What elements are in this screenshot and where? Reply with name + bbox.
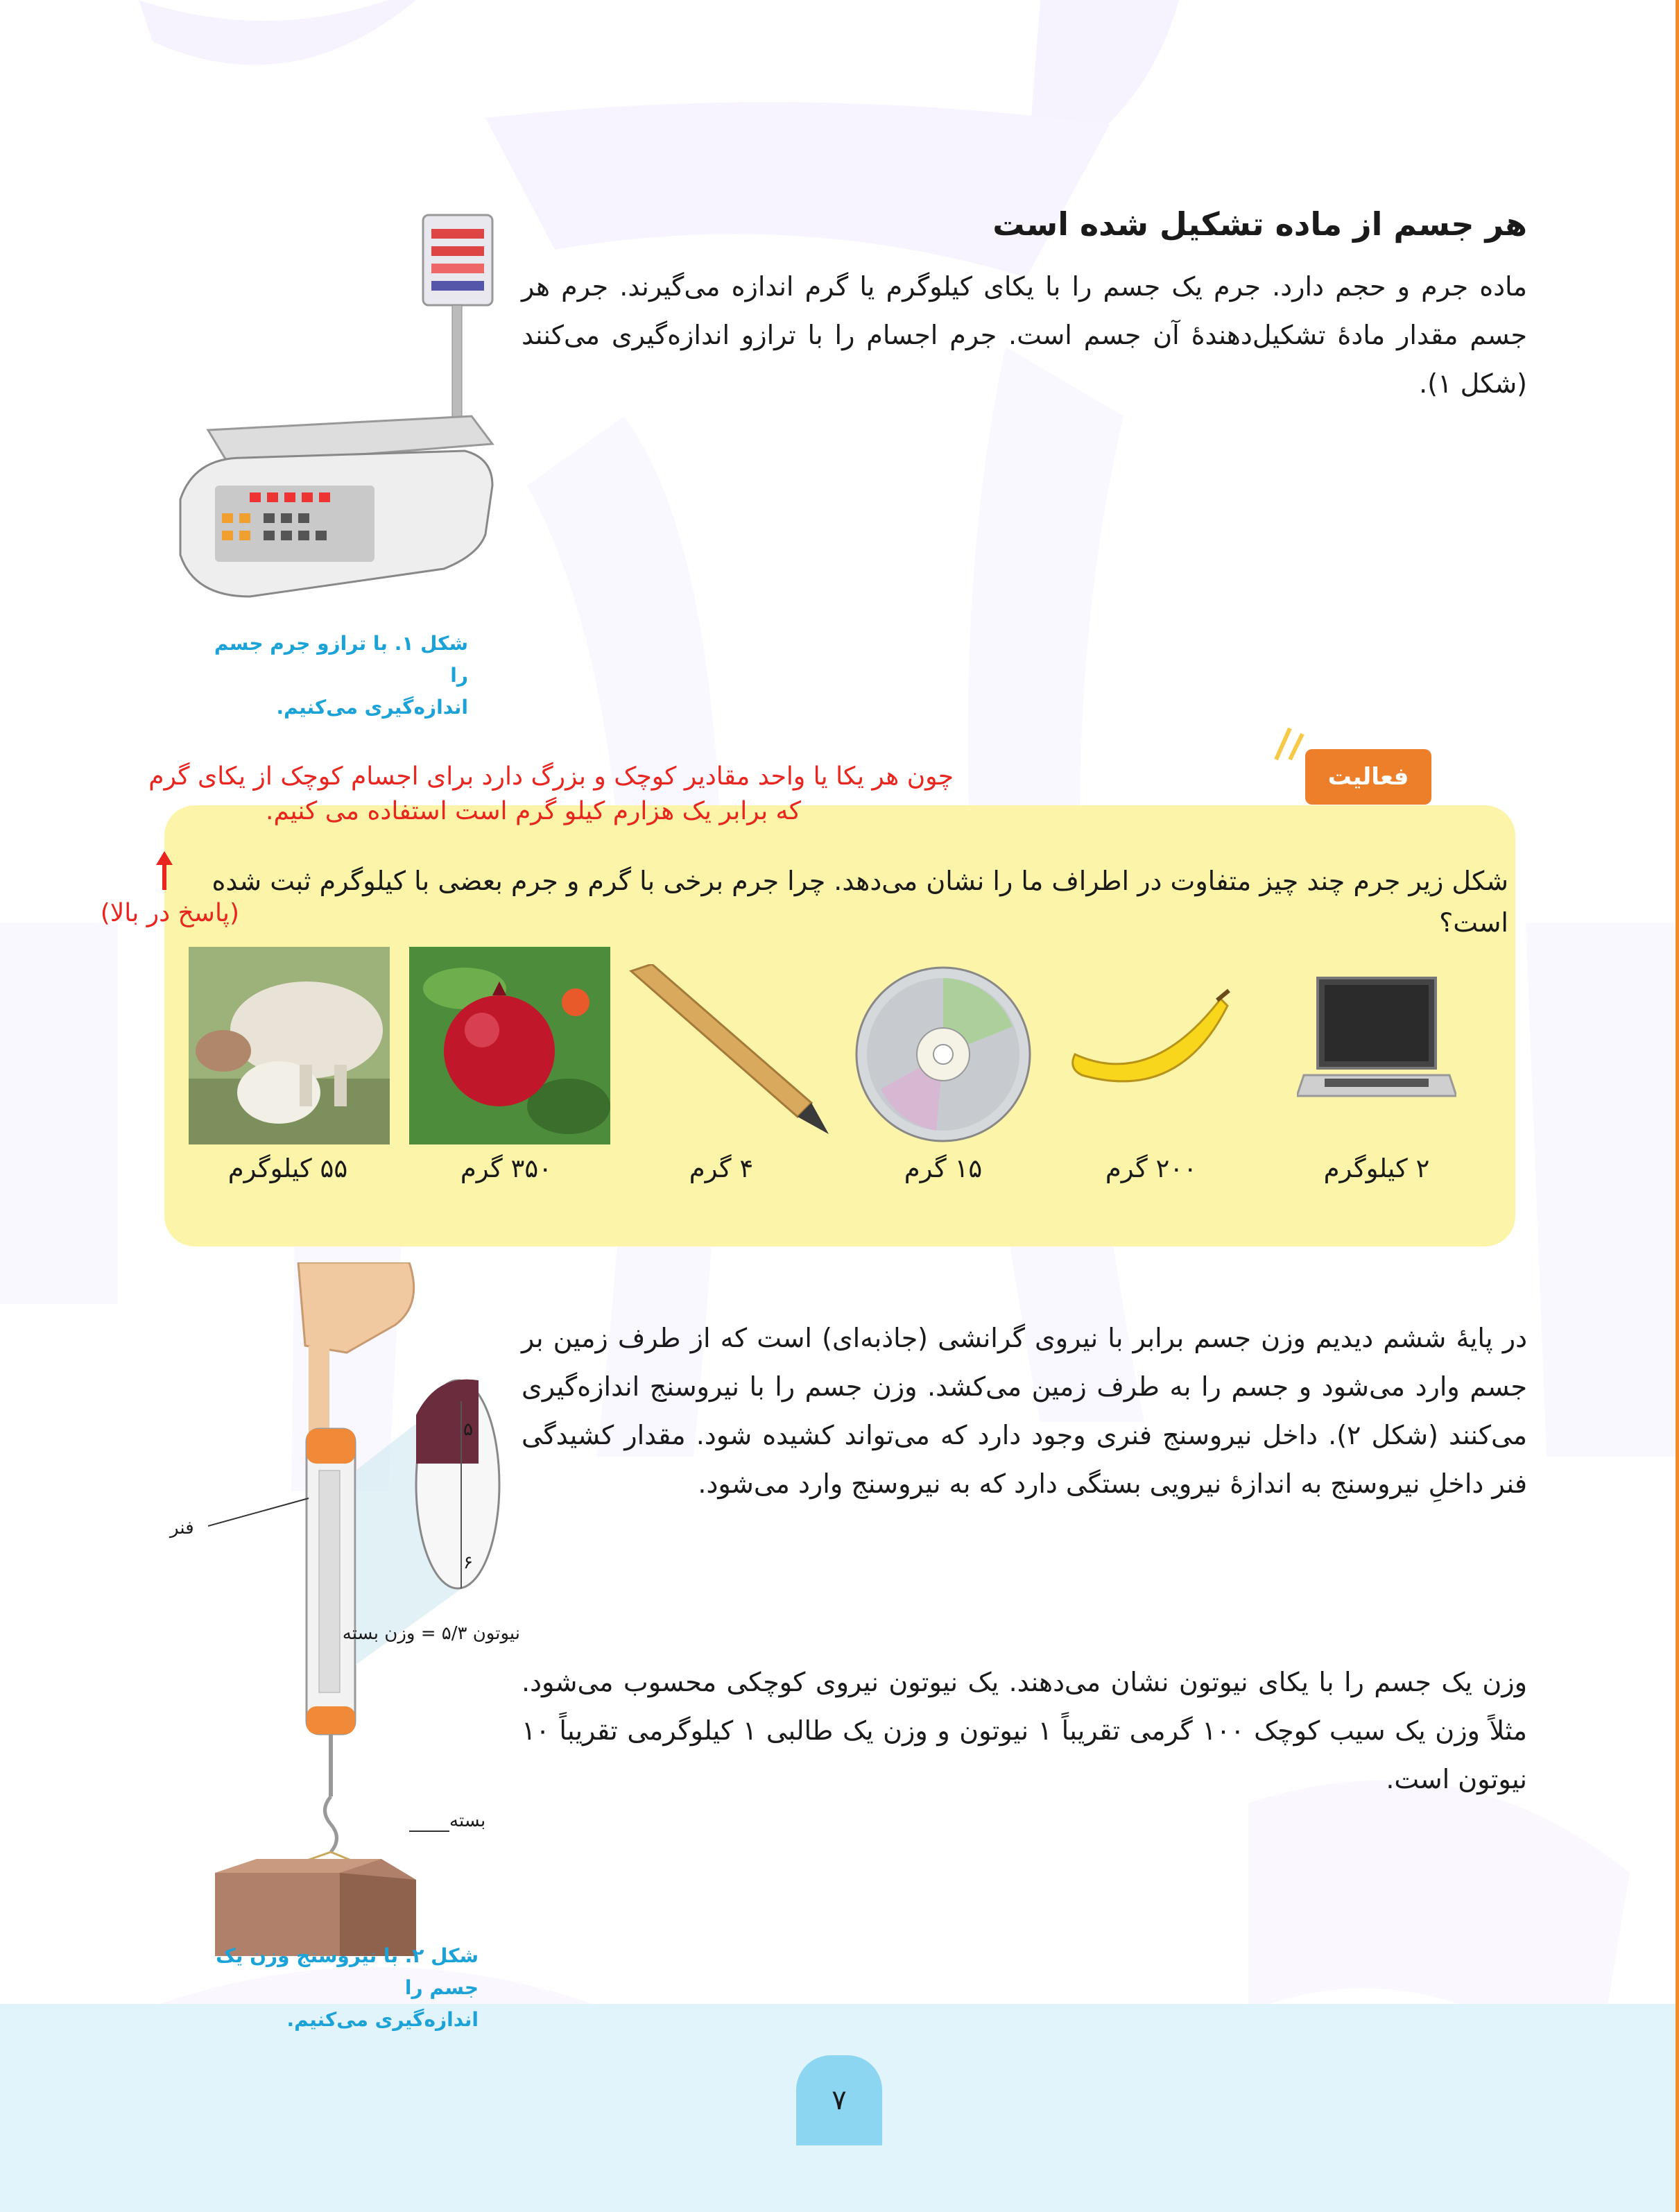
item-label-banana: ۲۰۰ گرم bbox=[1105, 1154, 1198, 1183]
scale-mark-bottom: ۶ bbox=[463, 1552, 473, 1573]
spring-label-line bbox=[208, 1495, 312, 1529]
item-label-pencil: ۴ گرم bbox=[689, 1154, 754, 1183]
activity-badge-deco bbox=[1262, 721, 1311, 763]
activity-question: شکل زیر جرم چند چیز متفاوت در اطراف ما را نشان می‌دهد. چرا جرم برخی با گرم و جرم بعضی با کیلوگرم ثبت شده است؟ bbox=[212, 866, 1508, 938]
figure1-caption bbox=[191, 628, 468, 723]
section-paragraph: ماده جرم و حجم دارد. جرم یک جسم را با یکای کیلوگرم یا گرم اندازه می‌گیرند. جرم هر جسم مقدار مادۀ تشکیل‌دهندۀ آن جسم است. جرم اجسام را با ترازو اندازه‌گیری می‌کنند (شکل ۱). bbox=[522, 271, 1527, 399]
laptop-icon bbox=[1297, 971, 1456, 1103]
section-heading: هر جسم از ماده تشکیل شده است bbox=[992, 205, 1527, 243]
item-label-pomegranate: ۳۵۰ گرم bbox=[460, 1154, 553, 1183]
page-number: ۷ bbox=[796, 2055, 882, 2145]
reading-label: نیوتون ۵/۳ = وزن بسته bbox=[342, 1623, 520, 1644]
spring-scale-image bbox=[187, 1262, 520, 1956]
arrow-up-icon bbox=[154, 850, 175, 891]
digital-scale-image bbox=[166, 208, 506, 610]
cd-icon bbox=[853, 964, 1033, 1144]
scale-mark-top: ۵ bbox=[463, 1419, 473, 1440]
item-label-cd: ۱۵ گرم bbox=[904, 1154, 983, 1183]
page-edge-line bbox=[1676, 0, 1679, 2212]
package-label: بسته bbox=[449, 1810, 486, 1831]
pomegranate-icon bbox=[409, 947, 610, 1144]
figure1-caption-line2: اندازه‌گیری می‌کنیم. bbox=[276, 696, 468, 719]
activity-badge: فعالیت bbox=[1305, 749, 1431, 805]
answer-note: (پاسخ در بالا) bbox=[100, 899, 239, 927]
figure2-caption bbox=[187, 1940, 479, 2036]
figure2-caption-line2: اندازه‌گیری می‌کنیم. bbox=[286, 2008, 479, 2031]
weight-paragraph-1: در پایۀ ششم دیدیم وزن جسم برابر با نیروی گرانشی (جاذبه‌ای) است که از طرف زمین بر جسم وارد می‌شود و جسم را به طرف زمین می‌کشد. وزن جسم را با نیروسنج اندازه‌گیری می‌کنند (شکل ۲). داخل نیروسنج فنری وجود دارد که می‌تواند کشیده شود. مقدار کشیدگی فنر داخلِ نیروسنج به اندازۀ نیرویی بستگی دارد که به نیروسنج وارد می‌شود. bbox=[522, 1323, 1527, 1499]
item-label-sheep: ۵۵ کیلوگرم bbox=[227, 1154, 348, 1183]
weight-paragraph-2: وزن یک جسم را با یکای نیوتون نشان می‌دهند. یک نیوتون نیروی کوچکی محسوب می‌شود. مثلاً وزن یک سیب کوچک ۱۰۰ گرمی تقریباً ۱ نیوتون و وزن یک طالبی ۱ کیلوگرمی تقریباً ۱۰ نیوتون است. bbox=[522, 1667, 1527, 1794]
figure1-caption-line1: شکل ۱. با ترازو جرم جسم را bbox=[214, 632, 468, 687]
answer-text bbox=[21, 760, 954, 829]
pencil-icon bbox=[624, 964, 832, 1138]
answer-line1: چون هر یکا یا واحد مقادیر کوچک و بزرگ دارد برای اجسام کوچک از یکای گرم bbox=[148, 762, 954, 791]
package-label-line bbox=[409, 1824, 451, 1838]
figure2-caption-line1: شکل ۲. با نیروسنج وزن یک جسم را bbox=[216, 1944, 479, 1999]
sheep-icon bbox=[189, 947, 390, 1144]
banana-icon bbox=[1068, 985, 1234, 1096]
answer-line2: که برابر یک هزارم کیلو گرم است استفاده می کنیم. bbox=[266, 797, 801, 825]
spring-label: فنر bbox=[170, 1518, 194, 1538]
item-label-laptop: ۲ کیلوگرم bbox=[1323, 1154, 1430, 1183]
